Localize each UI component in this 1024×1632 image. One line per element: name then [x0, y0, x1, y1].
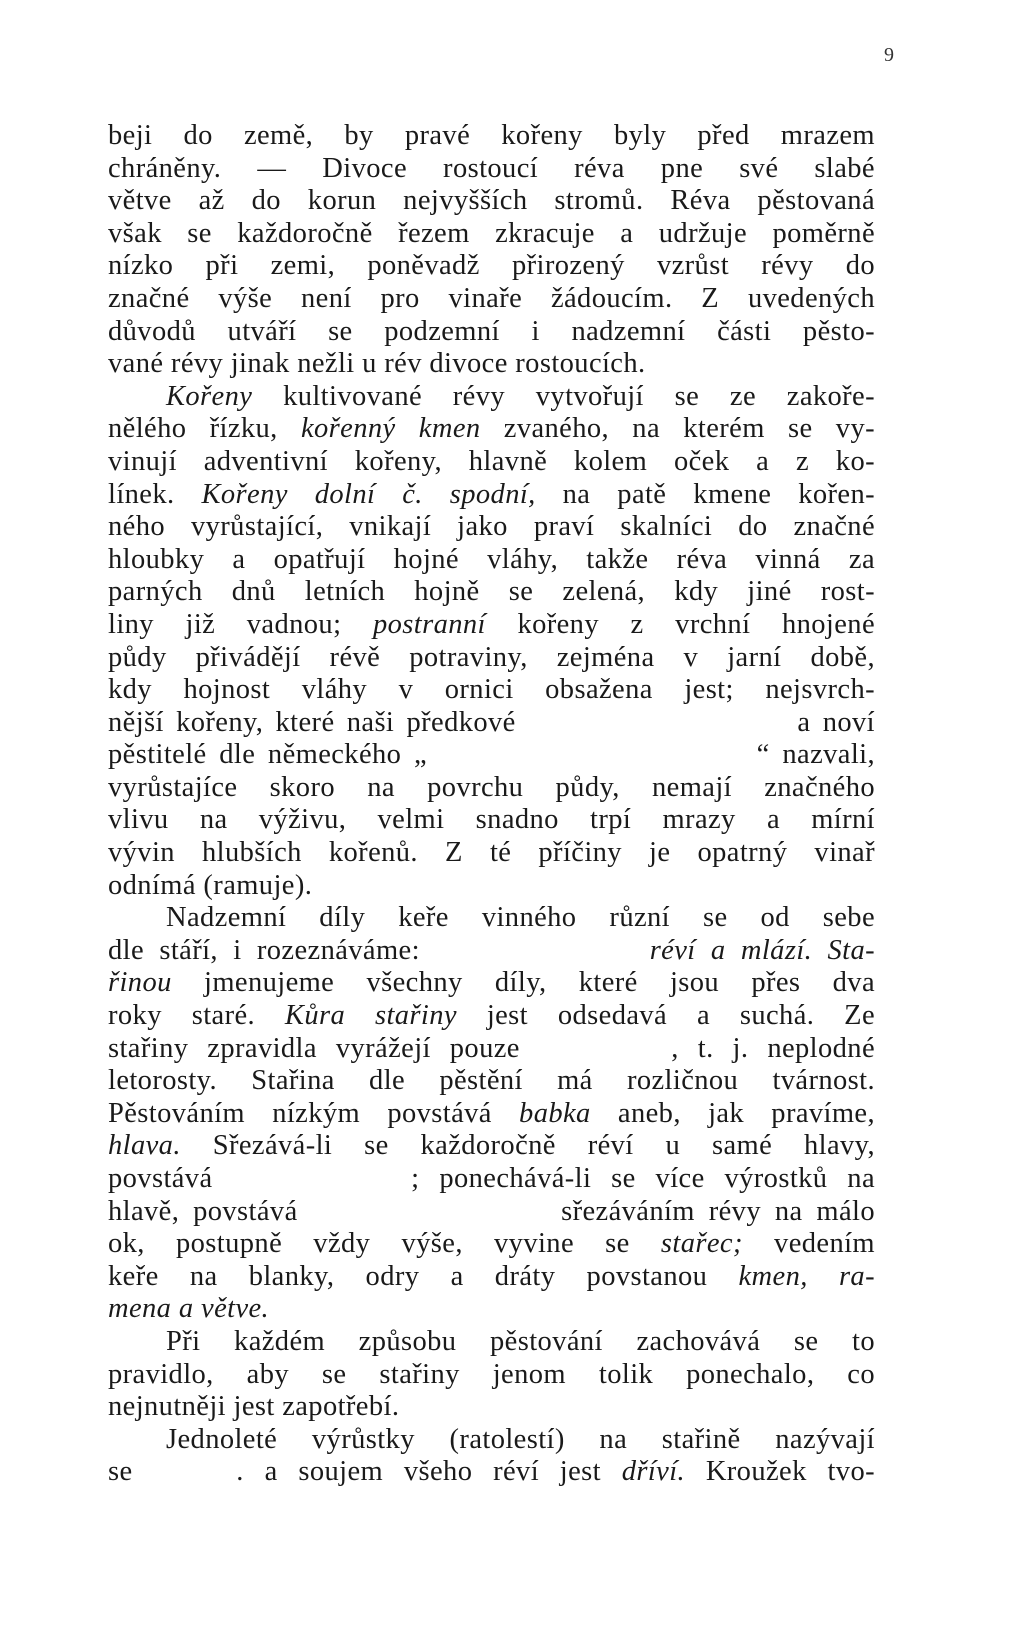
text-run: Nadzemní díly keře vinného různí se od sebe [166, 902, 875, 934]
text-run: jest odsedavá a suchá. Ze [456, 1000, 875, 1032]
text-line [108, 902, 875, 935]
text-line [108, 218, 875, 251]
text-line [108, 609, 875, 642]
text-run: vané révy jinak nežli u rév divoce rostoucích. [108, 348, 646, 380]
text-run: hlavě, povstává sřezáváním révy na málo [108, 1195, 875, 1227]
text-line [108, 153, 875, 186]
text-run: liny již vadnou; [108, 608, 373, 640]
italic-term: dříví. [621, 1456, 686, 1488]
text-line [108, 1163, 875, 1196]
text-run: Při každém způsobu pěstování zachovává se to [166, 1325, 875, 1357]
text-line [108, 935, 875, 968]
text-line [108, 348, 875, 381]
italic-term: mena a větve. [108, 1293, 270, 1325]
text-line [108, 739, 875, 772]
text-line [108, 707, 875, 740]
text-run: kořeny z vrchní hnojené [485, 608, 875, 640]
italic-term: babka [519, 1097, 591, 1129]
text-line [108, 837, 875, 870]
text-run: zvaného, na kterém se vy- [480, 413, 875, 445]
text-line [108, 1359, 875, 1392]
text-run: letorosty. Stařina dle pěstění má rozličnou tvárnost. [108, 1065, 875, 1097]
text-line [108, 870, 875, 903]
italic-term: Kořeny dolní č. spodní, [201, 478, 536, 510]
italic-term: réví a mlází. Sta- [649, 934, 875, 966]
italic-term: kmen, ra- [738, 1260, 875, 1292]
body-text [108, 120, 875, 1489]
text-line [108, 1098, 875, 1131]
text-run: půdy přivádějí révě potraviny, zejména v jarní době, [108, 641, 875, 673]
text-run: odnímá (ramuje). [108, 869, 313, 901]
text-run: povstává ; ponechává-li se více výrostků na [108, 1163, 875, 1194]
text-line [108, 1130, 875, 1163]
text-run: kultivované révy vytvořují se ze zakoře- [252, 380, 875, 412]
text-run: parných dnů letních hojně se zelená, kdy jiné rost- [108, 576, 875, 608]
text-run: aneb, jak pravíme, [590, 1097, 875, 1129]
text-run: beji do země, by pravé kořeny byly před mrazem [108, 120, 875, 151]
italic-term: Kořeny [166, 380, 253, 412]
text-run: značné výše není pro vinaře žádoucím. Z uvedených [108, 282, 875, 314]
text-run: keře na blanky, odry a dráty povstanou [108, 1260, 739, 1292]
text-run: vývin hlubších kořenů. Z té příčiny je opatrný vinař [108, 837, 875, 869]
text-line [108, 283, 875, 316]
text-run: stařiny zpravidla vyrážejí pouze , t. j. neplodné [108, 1032, 875, 1064]
text-run: vlivu na výživu, velmi snadno trpí mrazy a mírní [108, 804, 875, 836]
text-line [108, 381, 875, 414]
text-run: ok, postupně vždy výše, vyvine se [108, 1228, 661, 1260]
text-run: Pěstováním nízkým povstává [108, 1097, 520, 1129]
text-run: se . a soujem všeho réví jest [108, 1456, 622, 1488]
text-run: dle stáří, i rozeznáváme: [108, 934, 650, 966]
text-run: jmenujeme všechny díly, které jsou přes dva [171, 967, 875, 999]
text-run: vyrůstajíce skoro na povrchu půdy, nemají značného [108, 771, 875, 803]
text-run: vinují adventivní kořeny, hlavně kolem oček a z ko- [108, 445, 875, 477]
text-line [108, 804, 875, 837]
text-line [108, 967, 875, 1000]
text-line [108, 446, 875, 479]
italic-term: řinou [108, 967, 172, 999]
text-line [108, 511, 875, 544]
italic-term: postranní [372, 608, 486, 640]
text-line [108, 1456, 875, 1489]
text-line [108, 413, 875, 446]
text-run: větve až do korun nejvyšších stromů. Réva pěstovaná [108, 185, 875, 217]
text-run: nízko při zemi, poněvadž přirozený vzrůst révy do [108, 250, 875, 282]
text-line [108, 479, 875, 512]
text-run: ného vyrůstající, vnikají jako praví skalníci do značné [108, 511, 875, 543]
italic-term: stařec; [660, 1228, 743, 1260]
text-run: Kroužek tvo- [685, 1456, 875, 1488]
text-line [108, 642, 875, 675]
page-number: 9 [884, 44, 894, 66]
text-run: pravidlo, aby se stařiny jenom tolik ponechalo, co [108, 1358, 875, 1390]
text-run: kdy hojnost vláhy v ornici obsažena jest; nejsvrch- [108, 674, 875, 706]
text-line [108, 544, 875, 577]
text-line [108, 1391, 875, 1424]
text-line [108, 1293, 875, 1326]
text-line [108, 1000, 875, 1033]
italic-term: kořenný kmen [300, 413, 481, 445]
text-line [108, 674, 875, 707]
text-line [108, 120, 875, 153]
text-run: chráněny. — Divoce rostoucí réva pne své slabé [108, 152, 875, 184]
italic-term: Kůra stařiny [284, 1000, 457, 1032]
text-run: roky staré. [108, 1000, 285, 1032]
text-line [108, 1228, 875, 1261]
text-line [108, 1424, 875, 1457]
text-line [108, 1196, 875, 1229]
text-run: nělého řízku, [108, 413, 301, 445]
text-run: hloubky a opatřují hojné vláhy, takže réva vinná za [108, 543, 875, 575]
text-line [108, 576, 875, 609]
text-line [108, 772, 875, 805]
text-run: důvodů utváří se podzemní i nadzemní části pěsto- [108, 315, 875, 347]
italic-term: hlava. [108, 1130, 181, 1162]
text-line [108, 185, 875, 218]
text-line [108, 316, 875, 349]
text-run: pěstitelé dle německého „ “ nazvali, [108, 739, 875, 771]
text-run: nejnutněji jest zapotřebí. [108, 1391, 400, 1423]
text-run: línek. [108, 478, 202, 510]
text-line [108, 1065, 875, 1098]
text-run: Jednoleté výrůstky (ratolestí) na stařině nazývají [166, 1423, 875, 1455]
text-run: nější kořeny, které naši předkové a noví [108, 706, 875, 738]
text-line [108, 1261, 875, 1294]
text-run: na patě kmene kořen- [535, 478, 875, 510]
text-run: vedením [742, 1228, 875, 1260]
text-line [108, 250, 875, 283]
text-run: Sřezává-li se každoročně réví u samé hlavy, [180, 1130, 875, 1162]
text-line [108, 1326, 875, 1359]
text-line [108, 1033, 875, 1066]
text-run: však se každoročně řezem zkracuje a udržuje poměrně [108, 217, 875, 249]
